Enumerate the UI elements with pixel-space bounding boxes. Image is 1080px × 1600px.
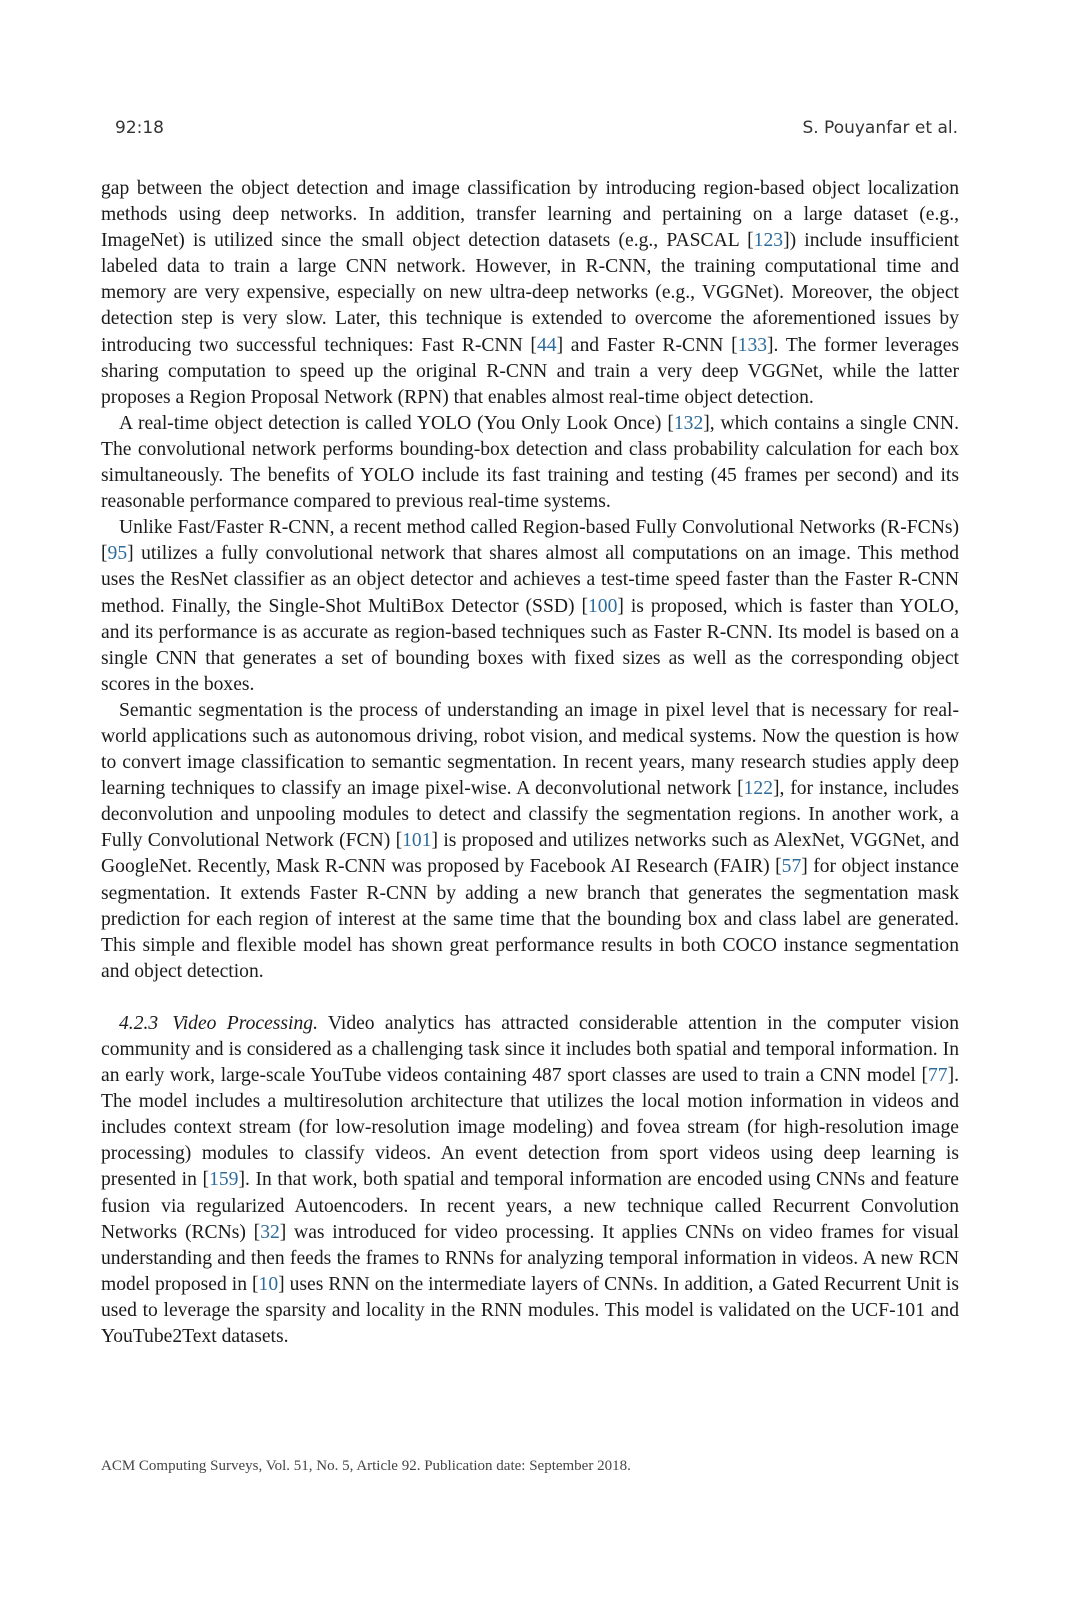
citation-link[interactable]: 44 [536, 334, 557, 356]
citation-link[interactable]: 10 [258, 1273, 279, 1295]
paragraph: Unlike Fast/Faster R-CNN, a recent method called Region-based Fully Convolutional Networks (R-FCNs) [95] utilizes a fully convolutional network that shares almost all computations on an image. This method uses the ResNet classifier as an object detector and achieves a test-time speed faster than the Faster R-CNN method. Finally, the Single-Shot MultiBox Detector (SSD) [100] is proposed, which is faster than YOLO, and its performance is as accurate as region-based techniques such as Faster R-CNN. Its model is based on a single CNN that generates a set of bounding boxes with fixed sizes as well as the corresponding object scores in the boxes. [101, 517, 959, 695]
paragraph: A real-time object detection is called YOLO (You Only Look Once) [132], which contains a single CNN. The convolutional network performs bounding-box detection and class probability calculation for each box simultaneously. The benefits of YOLO include its fast training and testing (45 frames per second) and its reasonable performance compared to previous real-time systems. [101, 412, 959, 513]
citation-link[interactable]: 95 [107, 543, 128, 565]
paragraph: Semantic segmentation is the process of understanding an image in pixel level that is necessary for real-world applications such as autonomous driving, robot vision, and medical systems. Now the question is how to convert image classification to semantic segmentation. In recent years, many research studies apply deep learning techniques to classify an image pixel-wise. A deconvolutional network [122], for instance, includes deconvolution and unpooling modules to detect and classify the segmentation regions. In another work, a Fully Convolutional Network (FCN) [101] is proposed and utilizes networks such as AlexNet, VGGNet, and GoogleNet. Recently, Mask R-CNN was proposed by Facebook AI Research (FAIR) [57] for object instance segmentation. It extends Faster R-CNN by adding a new branch that generates the segmentation mask prediction for each region of interest at the same time that the bounding box and class label are generated. This simple and flexible model has shown great performance results in both COCO instance segmentation and object detection. [101, 699, 959, 982]
section-body: Video analytics has attracted considerable attention in the computer vision community and is considered as a challenging task since it includes both spatial and temporal information. In an early work, large-scale YouTube videos containing 487 sport classes are used to train a CNN model [77]. The model includes a multiresolution architecture that utilizes the local motion information in videos and includes context stream (for low-resolution image modeling) and fovea stream (for high-resolution image processing) modules to classify videos. An event detection from sport videos using deep learning is presented in [159]. In that work, both spatial and temporal information are encoded using CNNs and feature fusion via regularized Autoencoders. In recent years, a new technique called Recurrent Convolution Networks (RCNs) [32] was introduced for video processing. It applies CNNs on video frames for visual understanding and then feeds the frames to RNNs for analyzing temporal information in videos. A new RCN model proposed in [10] uses RNN on the intermediate layers of CNNs. In addition, a Gated Recurrent Unit is used to leverage the sparsity and locality in the RNN modules. This model is validated on the UCF-101 and YouTube2Text datasets. [101, 1012, 960, 1348]
citation-link[interactable]: 57 [781, 856, 802, 878]
section-title: Video Processing. [172, 1012, 318, 1034]
citation-link[interactable]: 32 [260, 1221, 280, 1243]
citation-link[interactable]: 123 [753, 230, 784, 252]
section-paragraph [101, 1011, 959, 1350]
citation-link[interactable]: 122 [743, 778, 774, 800]
citation-link[interactable]: 159 [209, 1169, 239, 1191]
citation-link[interactable]: 77 [927, 1065, 948, 1087]
page-number: 92:18 [115, 118, 164, 138]
citation-link[interactable]: 101 [402, 830, 432, 852]
article-body [101, 176, 959, 1350]
running-header [115, 118, 958, 148]
section-number: 4.2.3 [119, 1012, 159, 1034]
running-authors: S. Pouyanfar et al. [802, 118, 958, 138]
paragraph: gap between the object detection and image classification by introducing region-based object localization methods using deep networks. In addition, transfer learning and pertaining on a large dataset (e.g., ImageNet) is utilized since the small object detection datasets (e.g., PASCAL [123]) include insufficient labeled data to train a large CNN network. However, in R-CNN, the training computational time and memory are very expensive, especially on new ultra-deep networks (e.g., VGGNet). Moreover, the object detection step is very slow. Later, this technique is extended to overcome the aforementioned issues by introducing two successful techniques: Fast R-CNN [44] and Faster R-CNN [133]. The former leverages sharing computation to speed up the original R-CNN and train a very deep VGGNet, while the latter proposes a Region Proposal Network (RPN) that enables almost real-time object detection. [101, 178, 960, 408]
page-footer: ACM Computing Surveys, Vol. 51, No. 5, Article 92. Publication date: September 2018. [101, 1458, 631, 1474]
citation-link[interactable]: 132 [673, 412, 704, 434]
citation-link[interactable]: 133 [737, 334, 768, 356]
citation-link[interactable]: 100 [587, 595, 618, 617]
